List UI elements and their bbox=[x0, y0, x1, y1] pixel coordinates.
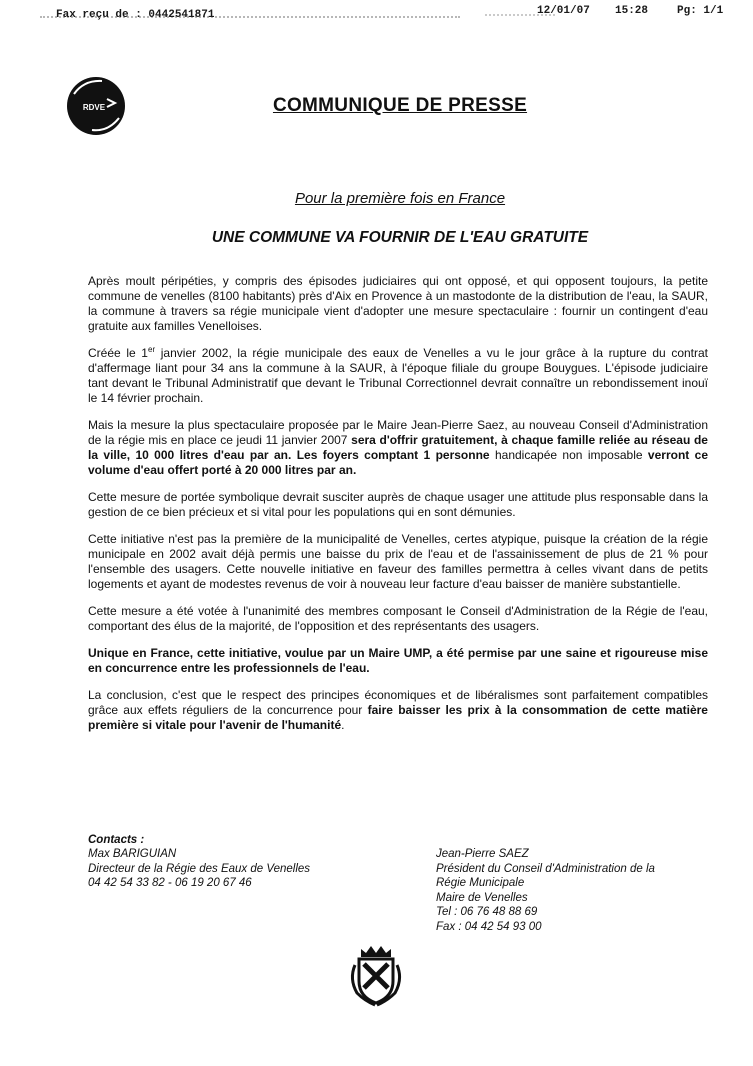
bold-text-run: Les foyers comptant 1 personne bbox=[296, 448, 490, 462]
contact-right-mayor: Maire de Venelles bbox=[436, 891, 528, 904]
contact-left-role: Directeur de la Régie des Eaux de Venelles bbox=[88, 862, 311, 875]
text-run: La conclusion, c'est que le respect des principes économiques et de libéralismes sont parfaitement compatibles grâce aux effets réguliers de la concurrence pour bbox=[88, 688, 708, 717]
bold-text-run: Unique en France, cette initiative, voulue par un Maire UMP, a été permise par une saine et rigoureuse mise en concurrence entre les professionnels de l'eau. bbox=[88, 646, 708, 675]
contact-left-name: Max BARIGUIAN bbox=[88, 848, 177, 860]
paragraph-unique bbox=[88, 646, 708, 676]
text-run: Cette initiative n'est pas la première de la municipalité de Venelles, certes atypique, puisque la création de la régie municipale en 2002 avait déjà permis une baisse du prix de l'eau et de l'assainissement de plus de 21 % pour l'ensemble des usagers. Cette nouvelle initiative en faveur des familles permettra à celles vivant dans de petits logements et ayant de modestes revenus de voir à nouveau leur facture d'eau baisser de manière substantielle. bbox=[88, 532, 708, 591]
paragraph-creation bbox=[88, 346, 708, 406]
paragraph-intro bbox=[88, 274, 708, 334]
fax-date: 12/01/07 bbox=[537, 5, 590, 17]
fax-time: 15:28 bbox=[615, 5, 649, 17]
paragraph-measure bbox=[88, 418, 708, 478]
contact-left-phone: 04 42 54 33 82 - 06 19 20 67 46 bbox=[88, 877, 252, 889]
text-run: Après moult péripéties, y compris des épisodes judiciaires qui ont opposé, et qui opposent toujours, la petite commune de venelles (8100 habitants) près d'Aix en Provence à un mastodonte de la distribution de l'eau, la SAUR, la commune à travers sa régie municipale vient d'adopter une mesure spectaculaire : fournir un contingent d'eau gratuite aux familles Venelloises. bbox=[88, 274, 708, 333]
contacts-heading: Contacts : bbox=[88, 834, 145, 846]
text-run: Mais la mesure la plus spectaculaire proposée par le Maire Jean-Pierre Saez, au nouveau Conseil d'Administration de la régie mis en place ce jeudi 11 janvier 2007 bbox=[88, 418, 708, 447]
text-run: Créée le 1 bbox=[88, 346, 148, 360]
contact-right-fax: Fax : 04 42 54 93 00 bbox=[436, 920, 542, 933]
logo-text: RDVE bbox=[82, 103, 106, 112]
contact-right-name: Jean-Pierre SAEZ bbox=[436, 848, 529, 860]
contact-left bbox=[88, 847, 388, 891]
contact-right-role-line2: Régie Municipale bbox=[436, 877, 525, 889]
bold-text-run: faire baisser les prix à la consommation de cette matière première si vitale pour l'avenir de l'humanité bbox=[88, 703, 708, 732]
fax-page-count: Pg: 1/1 bbox=[677, 5, 724, 17]
coat-of-arms-icon bbox=[347, 943, 405, 1007]
organization-logo bbox=[64, 74, 128, 138]
bold-text-run: sera d'offrir gratuitement, à chaque famille reliée au réseau de la ville, 10 000 litres d'eau par an. bbox=[88, 433, 708, 462]
fax-received-from: Fax reçu de : 0442541871 bbox=[56, 9, 215, 21]
fax-header bbox=[0, 0, 753, 22]
headline: UNE COMMUNE VA FOURNIR DE L'EAU GRATUITE bbox=[211, 229, 589, 246]
crown-icon bbox=[361, 946, 391, 957]
page-title: COMMUNIQUE DE PRESSE bbox=[272, 95, 528, 116]
contact-right-role: Président du Conseil d'Administration de la bbox=[436, 862, 655, 875]
contacts-section bbox=[88, 833, 708, 933]
text-run: Cette mesure de portée symbolique devrait susciter auprès de chaque usager une attitude plus responsable dans la gestion de ce bien précieux et si vital pour les populations qui en sont démunies. bbox=[88, 490, 708, 519]
text-run: Cette mesure a été votée à l'unanimité des membres composant le Conseil d'Administration de la Régie de l'eau, comportant des élus de la majorité, de l'opposition et des représentants des usagers. bbox=[88, 604, 708, 633]
bold-text-run: verront ce volume d'eau offert porté à 20 000 litres par an. bbox=[88, 448, 708, 477]
text-run: handicapée non imposable bbox=[489, 448, 648, 462]
paragraph-initiative bbox=[88, 532, 708, 592]
subtitle: Pour la première fois en France bbox=[294, 190, 506, 207]
paragraph-conclusion bbox=[88, 688, 708, 733]
text-run: janvier 2002, la régie municipale des eaux de Venelles a vu le jour grâce à la rupture du contrat d'affermage liant pour 34 ans la commune à la SAUR, à l'époque filiale du groupe Bouygues. L'épisode judiciaire tant devant le Tribunal Administratif que devant le Tribunal Correctionnel devrait connaître un rebondissement inouï le 14 février prochain. bbox=[88, 346, 709, 405]
text-run: . bbox=[341, 718, 345, 732]
paragraph-symbolic bbox=[88, 490, 708, 520]
contact-right bbox=[436, 847, 721, 934]
press-release-body bbox=[88, 274, 708, 745]
contact-right-tel: Tel : 06 76 48 88 69 bbox=[436, 906, 538, 918]
superscript-text: er bbox=[148, 345, 156, 354]
paragraph-vote bbox=[88, 604, 708, 634]
